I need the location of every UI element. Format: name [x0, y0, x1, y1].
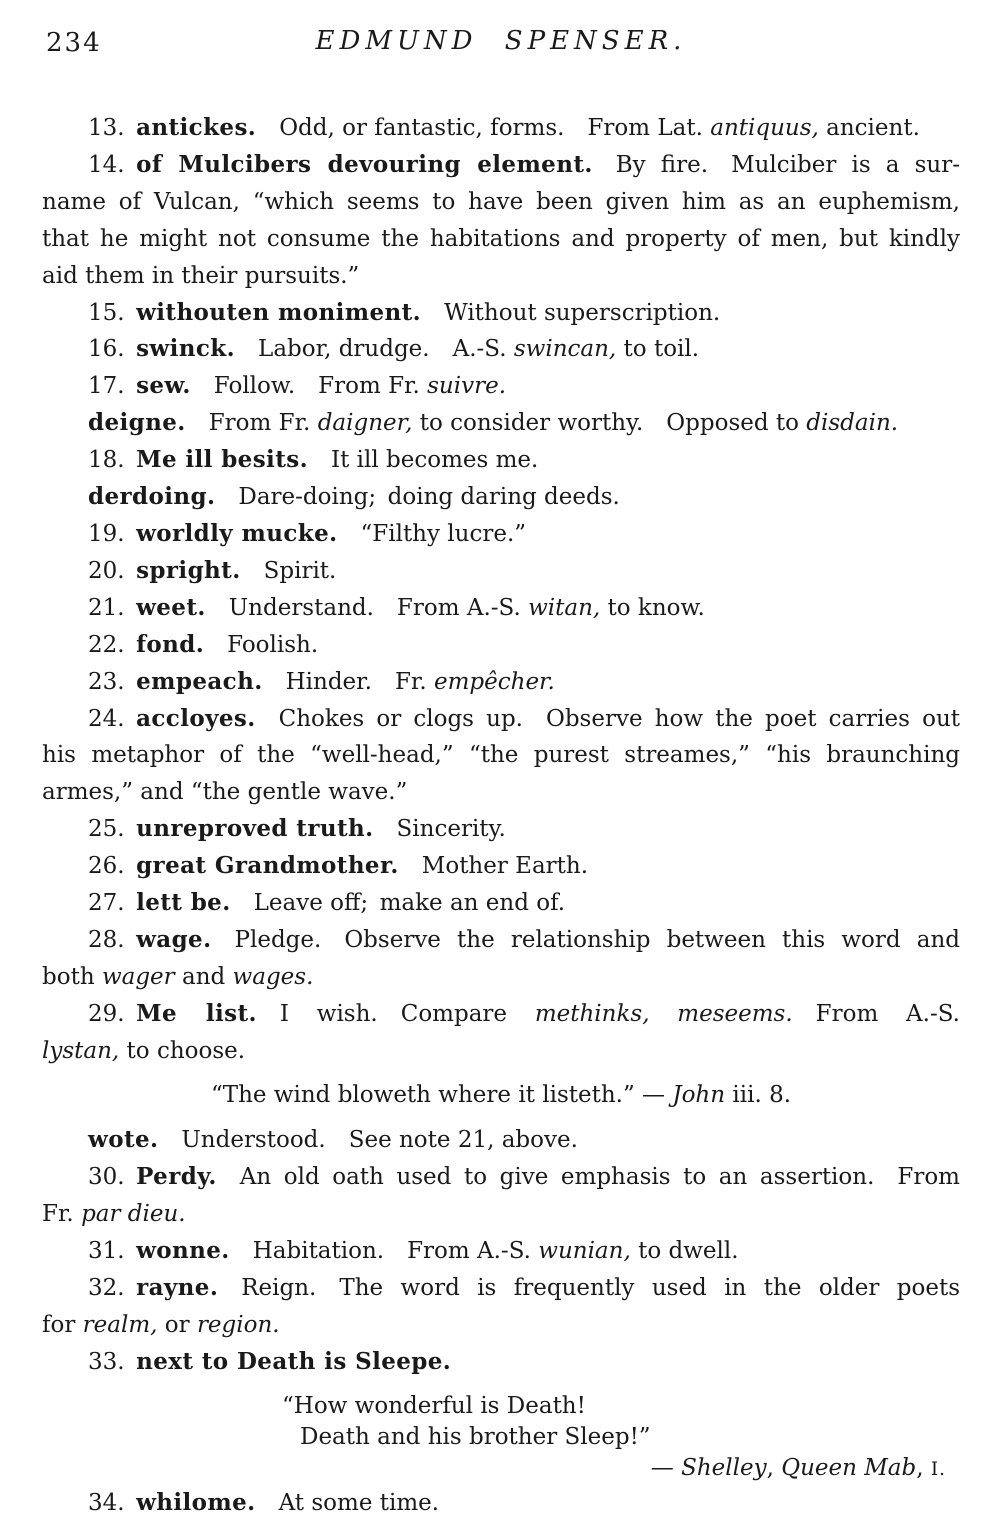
glossary-entry [42, 1270, 960, 1344]
text-line: 20. spright. Spirit. [88, 556, 337, 584]
text-line: Death and his brother Sleep!” [300, 1423, 651, 1450]
text-line: 29. Me list. I wish. Compare methinks, meseems. From A.-S. [88, 999, 960, 1027]
text-line: 33. next to Death is Sleepe. [88, 1347, 452, 1375]
text-line: armes,” and “the gentle wave.” [42, 779, 408, 806]
glossary-entry [42, 664, 960, 701]
glossary-entry [42, 368, 960, 405]
glossary-entry [42, 147, 960, 295]
glossary-entry [42, 627, 960, 664]
glossary-entry [42, 1159, 960, 1233]
text-line: “The wind bloweth where it listeth.” — John iii. 8. [210, 1081, 792, 1108]
glossary-entry [42, 479, 960, 516]
text-line: 26. great Grandmother. Mother Earth. [88, 852, 589, 880]
text-line: — Shelley, Queen Mab, I. [650, 1454, 946, 1481]
glossary-entry [42, 996, 960, 1070]
glossary-entry [42, 331, 960, 368]
text-line: deigne. From Fr. daigner, to consider worthy. Opposed to disdain. [88, 409, 899, 437]
scripture-quote [42, 1077, 960, 1114]
text-line: 27. lett be. Leave off; make an end of. [88, 889, 566, 917]
text-line: 23. empeach. Hinder. Fr. empêcher. [88, 667, 555, 695]
text-line: lystan, to choose. [42, 1037, 246, 1064]
glossary-entry [42, 811, 960, 848]
glossary-entry [42, 701, 960, 812]
text-line: 34. whilome. At some time. [88, 1488, 440, 1516]
glossary-entry [42, 442, 960, 479]
glossary-entry [42, 110, 960, 147]
text-line: 30. Perdy. An old oath used to give emphasis to an assertion. From [88, 1163, 960, 1191]
text-line: for realm, or region. [42, 1312, 280, 1338]
page-number: 234 [46, 28, 102, 58]
text-line: 15. withouten moniment. Without superscription. [88, 298, 721, 326]
text-line: 19. worldly mucke. “Filthy lucre.” [88, 519, 527, 547]
text-line: his metaphor of the “well-head,” “the purest streames,” “his braunching [42, 742, 960, 769]
text-line: 18. Me ill besits. It ill becomes me. [88, 446, 539, 474]
text-line: derdoing. Dare-doing; doing daring deeds. [88, 483, 620, 511]
text-line: 25. unreproved truth. Sincerity. [88, 815, 506, 843]
glossary-entry [42, 885, 960, 922]
page-header [42, 26, 960, 60]
text-line: 13. antickes. Odd, or fantastic, forms. From Lat. antiquus, ancient. [88, 114, 920, 141]
text-line: 31. wonne. Habitation. From A.-S. wunian, to dwell. [88, 1237, 739, 1265]
glossary-entry [42, 553, 960, 590]
text-line: that he might not consume the habitations and property of men, but kindly [42, 225, 960, 252]
text-line: 14. of Mulcibers devouring element. By fire. Mulciber is a sur- [88, 150, 961, 178]
glossary-entry [42, 1233, 960, 1270]
glossary-entry [42, 848, 960, 885]
glossary-entry [42, 405, 960, 442]
text-line: 22. fond. Foolish. [88, 630, 319, 658]
text-line: 16. swinck. Labor, drudge. A.-S. swincan, to toil. [88, 335, 700, 363]
text-line: name of Vulcan, “which seems to have been given him as an euphemism, [42, 188, 960, 215]
text-line: 32. rayne. Reign. The word is frequently used in the older poets [88, 1274, 960, 1302]
page-content [42, 110, 960, 1522]
text-line: Fr. par dieu. [42, 1201, 186, 1228]
glossary-entry [42, 590, 960, 627]
text-line: wote. Understood. See note 21, above. [88, 1126, 578, 1154]
text-line: aid them in their pursuits.” [42, 262, 360, 289]
text-line: 21. weet. Understand. From A.-S. witan, to know. [88, 593, 705, 621]
glossary-entry [42, 1344, 960, 1381]
glossary-entry [42, 516, 960, 553]
text-line: both wager and wages. [42, 963, 314, 990]
text-line: “How wonderful is Death! [282, 1392, 586, 1419]
glossary-entry [42, 1122, 960, 1159]
glossary-entry [42, 922, 960, 996]
text-line: 17. sew. Follow. From Fr. suivre. [88, 372, 507, 400]
text-line: 28. wage. Pledge. Observe the relationship between this word and [88, 925, 960, 953]
verse-quote [282, 1391, 960, 1453]
glossary-entry [42, 295, 960, 332]
running-header: EDMUND SPENSER. [315, 26, 687, 56]
quote-attribution [42, 1453, 960, 1485]
glossary-entry [42, 1485, 960, 1522]
text-line: 24. accloyes. Chokes or clogs up. Observe how the poet carries out [88, 704, 960, 732]
